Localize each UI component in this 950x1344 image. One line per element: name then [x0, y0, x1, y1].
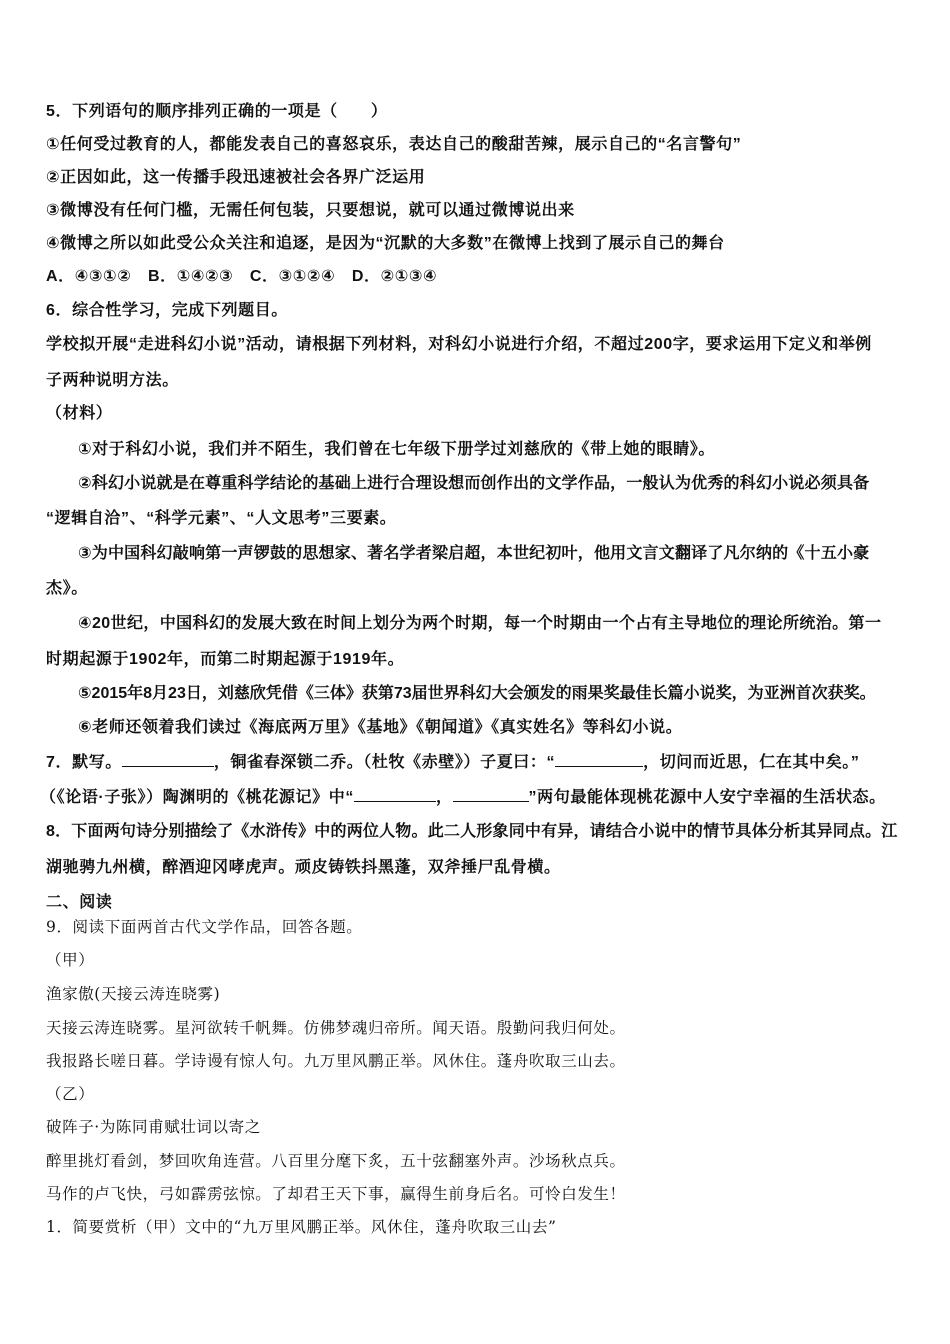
- poem-a-line-2: 我报路长嗟日暮。学诗谩有惊人句。九万里风鹏正举。风休住。蓬舟吹取三山去。: [46, 1052, 626, 1070]
- material-2-cont: “逻辑自洽”、“科学元素”、“人文思考”三要素。: [46, 510, 397, 527]
- poem-b-title: 破阵子·为陈同甫赋壮词以寄之: [46, 1118, 261, 1136]
- q6-task: 学校拟开展“走进科幻小说”活动，请根据下列材料，对科幻小说进行介绍，不超过200字，要求运用下定义和举例: [46, 336, 872, 353]
- poem-a-title: 渔家傲(天接云涛连晓雾): [46, 985, 221, 1003]
- q5-sentence-3: ③微博没有任何门槛，无需任何包装，只要想说，就可以通过微博说出来: [46, 202, 575, 219]
- q7-label: 7．默写。: [46, 754, 122, 771]
- q9-stem: 9．阅读下面两首古代文学作品，回答各题。: [46, 918, 363, 936]
- material-6: ⑥老师还领着我们读过《海底两万里》《基地》《朝闻道》《真实姓名》等科幻小说。: [78, 719, 683, 736]
- poem-a-label: （甲）: [46, 951, 95, 969]
- material-1: ①对于科幻小说，我们并不陌生，我们曾在七年级下册学过刘慈欣的《带上她的眼睛》。: [78, 441, 715, 458]
- q9-sub-question-1: 1．简要赏析（甲）文中的“九万里风鹏正举。风休住，蓬舟吹取三山去”: [46, 1218, 557, 1236]
- material-3-cont: 杰》。: [46, 580, 88, 597]
- q5-sentence-1: ①任何受过教育的人，都能发表自己的喜怒哀乐，表达自己的酸甜苦辣，展示自己的“名言警句”: [46, 136, 742, 153]
- q5-sentence-2: ②正因如此，这一传播手段迅速被社会各界广泛运用: [46, 169, 426, 186]
- q7-text: ，铜雀春深锁二乔。（杜牧《赤壁》）子夏曰：“: [213, 754, 556, 771]
- q5-options: A．④③①② B．①④②③ C．③①②④ D．②①③④: [46, 268, 438, 285]
- answer-blank[interactable]: [122, 752, 214, 767]
- q7-text: ，: [435, 789, 453, 806]
- answer-blank[interactable]: [354, 787, 436, 802]
- material-5: ⑤2015年8月23日，刘慈欣凭借《三体》获第73届世界科幻大会颁发的雨果奖最佳长篇小说奖，为亚洲首次获奖。: [78, 685, 876, 702]
- q8-line-1: 8．下面两句诗分别描绘了《水浒传》中的两位人物。此二人形象同中有异，请结合小说中的情节具体分析其异同点。江: [46, 823, 898, 840]
- q7-line-2: [40, 787, 886, 808]
- material-4: ④20世纪，中国科幻的发展大致在时间上划分为两个时期，每一个时期由一个占有主导地位的理论所统治。第一: [78, 615, 882, 632]
- poem-a-line-1: 天接云涛连晓雾。星河欲转千帆舞。仿佛梦魂归帝所。闻天语。殷勤问我归何处。: [46, 1019, 626, 1037]
- q6-stem: 6．综合性学习，完成下列题目。: [46, 302, 288, 319]
- q7-text: （《论语·子张》）陶渊明的《桃花源记》中“: [40, 789, 354, 806]
- q8-line-2: 湖驰骋九州横，醉酒迎冈哮虎声。顽皮铸铁抖黑蓬，双斧捶尸乱骨横。: [46, 859, 561, 876]
- material-4-cont: 时期起源于1902年，而第二时期起源于1919年。: [46, 651, 405, 668]
- answer-blank[interactable]: [453, 787, 529, 802]
- q7-line-1: [46, 752, 860, 773]
- material-2: ②科幻小说就是在尊重科学结论的基础上进行合理设想而创作出的文学作品，一般认为优秀的科幻小说必须具备: [78, 475, 870, 492]
- material-3: ③为中国科幻敲响第一声锣鼓的思想家、著名学者梁启超，本世纪初叶，他用文言文翻译了凡尔纳的《十五小豪: [78, 545, 870, 562]
- poem-b-line-2: 马作的卢飞快，弓如霹雳弦惊。了却君王天下事，赢得生前身后名。可怜白发生！: [46, 1185, 626, 1203]
- answer-blank[interactable]: [555, 752, 643, 767]
- section-heading: 二、阅读: [46, 894, 113, 911]
- q5-sentence-4: ④微博之所以如此受公众关注和追逐，是因为“沉默的大多数”在微博上找到了展示自己的舞台: [46, 235, 725, 252]
- q5-stem: 5．下列语句的顺序排列正确的一项是（ ）: [46, 103, 388, 120]
- poem-b-label: （乙）: [46, 1085, 95, 1103]
- q7-text: ”两句最能体现桃花源中人安宁幸福的生活状态。: [528, 789, 886, 806]
- poem-b-line-1: 醉里挑灯看剑，梦回吹角连营。八百里分麾下炙，五十弦翻塞外声。沙场秋点兵。: [46, 1152, 626, 1170]
- q6-task-cont: 子两种说明方法。: [46, 372, 179, 389]
- material-label: （材料）: [46, 405, 113, 422]
- q7-text: ，切问而近思，仁在其中矣。”: [643, 754, 860, 771]
